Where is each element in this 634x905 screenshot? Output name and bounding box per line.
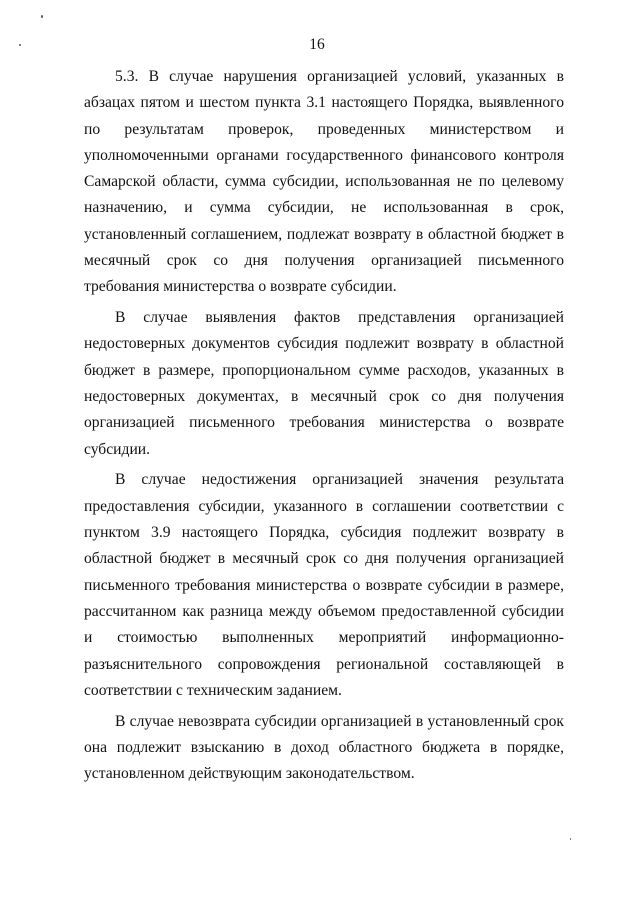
paragraph-non-return: В случае невозврата субсидии организацией в установленный срок она подлежит взысканию в доход областного бюджета в порядке, установленном действующим законодательством. [84, 712, 564, 783]
paragraph-result-not-achieved: В случае недостижения организацией значения результата предоставления субсидии, указанного в соглашении соответствии с пунктом 3.9 настоящего Порядка, субсидия подлежит возврату в областной бюджет в месячный срок со дня получения организацией письменного требования министерства о возврате субсидии в размере, рассчитанном как разница между объемом предоставленной субсидии и стоимостью выполненных мероприятий информационно-разъяснительного сопровождения региональной составляющей в соответствии с техническим заданием. [84, 471, 564, 699]
document-body [84, 64, 564, 788]
scan-speck [570, 838, 571, 840]
page-number: 16 [309, 36, 325, 53]
scan-speck [41, 15, 43, 18]
paragraph-false-documents: В случае выявления фактов представления организацией недостоверных документов субсидия подлежит возврату в областной бюджет в размере, пропорциональном сумме расходов, указанных в недостоверных документах, в месячный срок со дня получения организацией письменного требования министерства о возврате субсидии. [84, 309, 564, 458]
paragraph-5-3: 5.3. В случае нарушения организацией условий, указанных в абзацах пятом и шестом пункта 3.1 настоящего Порядка, выявленного по результатам проверок, проведенных министерством и уполномоченными органами государственного финансового контроля Самарской области, сумма субсидии, использованная не по целевому назначению, и сумма субсидии, не использованная в срок, установленный соглашением, подлежат возврату в областной бюджет в месячный срок со дня получения организацией письменного требования министерства о возврате субсидии. [84, 68, 564, 296]
